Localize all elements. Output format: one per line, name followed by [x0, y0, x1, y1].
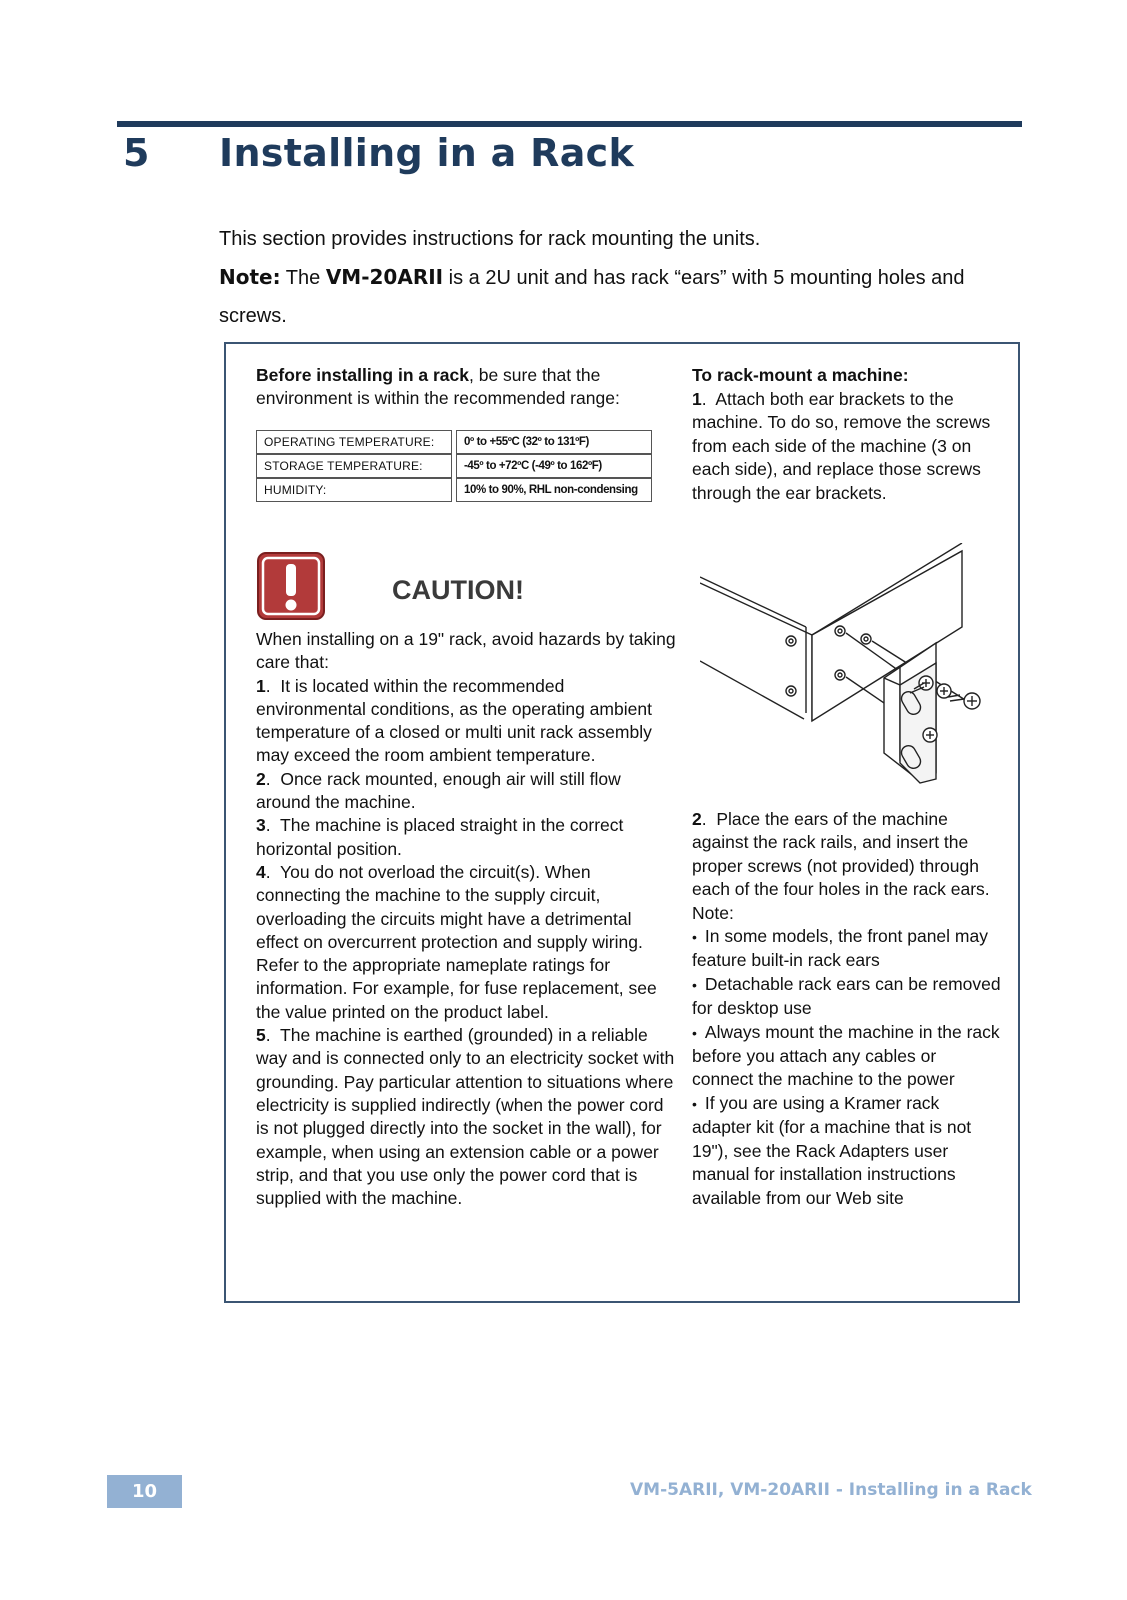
mount-instructions-continued [692, 808, 1002, 1210]
list-item: 5. The machine is earthed (grounded) in a reliable way and is connected only to an electricity socket with grounding. Pay particular attention to situations where electricity is supplied indirectly (when the power cord is not plugged directly into the socket in the wall), for example, when using an extension cable or a power strip, and that you use only the power cord that is supplied with the machine. [256, 1025, 675, 1209]
list-item: 3. The machine is placed straight in the correct horizontal position. [256, 815, 624, 859]
list-item: • Detachable rack ears can be removed for desktop use [692, 973, 1002, 1021]
section-title: Installing in a Rack [219, 131, 635, 175]
table-row [256, 454, 652, 478]
env-value: -45º to +72ºC (-49º to 162ºF) [456, 454, 652, 478]
intro-note [219, 258, 1009, 335]
env-value: 10% to 90%, RHL non-condensing [456, 478, 652, 502]
list-item: • In some models, the front panel may feature built-in rack ears [692, 925, 1002, 973]
list-item: • If you are using a Kramer rack adapter kit (for a machine that is not 19"), see the Rack Adapters user manual for installation instructions available from our Web site [692, 1092, 1002, 1210]
note-post: is a 2U unit and has rack “ears” with 5 mounting holes and screws. [219, 267, 965, 327]
before-install-text [256, 364, 676, 411]
section-number: 5 [123, 131, 150, 175]
item-text: You do not overload the circuit(s). When connecting the machine to the supply circuit, overloading the circuits might have a detrimental effect on overcurrent protection and supply wiring. Refer to the appropriate nameplate ratings for information. For example, for fuse replacement, see the value printed on the product label. [256, 861, 657, 1022]
list-item: 2. Place the ears of the machine against the rack rails, and insert the proper screws (not provided) through each of the four holes in the rack ears. [692, 809, 990, 900]
page-number: 10 [107, 1475, 182, 1508]
env-key: STORAGE TEMPERATURE: [256, 454, 452, 478]
model-name: VM-20ARII [325, 265, 444, 289]
section-rule [117, 121, 1022, 127]
item-number: 5 [256, 1025, 266, 1046]
env-key: OPERATING TEMPERATURE: [256, 430, 452, 454]
list-item: 2. Once rack mounted, enough air will still flow around the machine. [256, 768, 621, 813]
caution-title: CAUTION! [392, 575, 524, 605]
list-item: 4. You do not overload the circuit(s). When connecting the machine to the supply circuit, overloading the circuits might have a detrimental effect on overcurrent protection and supply wiring. Refer to the appropriate nameplate ratings for information. For example, for fuse replacement, see the value printed on the product label. [256, 861, 657, 1022]
item-text: Place the ears of the machine against the rack rails, and insert the proper screws (not provided) through each of the four holes in the rack ears. [692, 809, 990, 900]
caution-intro: When installing on a 19" rack, avoid hazards by taking care that: [256, 629, 676, 673]
exclamation-warning-icon [256, 551, 326, 621]
item-number: 2 [256, 768, 266, 789]
footer-title: VM-5ARII, VM-20ARII - Installing in a Rack [630, 1480, 1032, 1500]
item-number: 3 [256, 815, 266, 836]
item-text: It is located within the recommended environmental conditions, as the operating ambient temperature of a closed or multi unit rack assembly may exceed the room ambient temperature. [256, 675, 652, 766]
list-item: 1. It is located within the recommended environmental conditions, as the operating ambient temperature of a closed or multi unit rack assembly may exceed the room ambient temperature. [256, 675, 652, 766]
table-row [256, 430, 652, 454]
note-label: Note: [219, 265, 281, 289]
intro-text [219, 220, 1009, 335]
list-item: • Always mount the machine in the rack before you attach any cables or connect the machine to the power [692, 1021, 1002, 1092]
list-item: 1. Attach both ear brackets to the machine. To do so, remove the screws from each side of the machine (3 on each side), and replace those screws through the ear brackets. [692, 388, 991, 503]
caution-body [256, 628, 676, 1210]
item-text: Attach both ear brackets to the machine. To do so, remove the screws from each side of the machine (3 on each side), and replace those screws through the ear brackets. [692, 388, 991, 503]
note-label: Note: [692, 902, 734, 923]
item-number: 2 [692, 809, 702, 829]
env-value: 0º to +55ºC (32º to 131ºF) [456, 430, 652, 454]
item-number: 1 [692, 388, 702, 409]
environment-table [252, 430, 656, 502]
item-text: Once rack mounted, enough air will still flow around the machine. [256, 768, 621, 813]
item-text: The machine is placed straight in the correct horizontal position. [256, 815, 624, 859]
before-bold: Before installing in a rack [256, 365, 469, 385]
table-row [256, 478, 652, 502]
rack-ear-bracket-illustration [700, 543, 990, 799]
note-pre: The [280, 267, 326, 289]
item-text: The machine is earthed (grounded) in a reliable way and is connected only to an electricity socket with grounding. Pay particular attention to situations where electricity is supplied indirectly (when the power cord is not plugged directly into the socket in the wall), for example, when using an extension cable or a power strip, and that you use only the power cord that is supplied with the machine. [256, 1025, 675, 1209]
item-number: 1 [256, 675, 266, 696]
env-key: HUMIDITY: [256, 478, 452, 502]
mount-title: To rack-mount a machine: [692, 365, 909, 385]
intro-line: This section provides instructions for rack mounting the units. [219, 228, 761, 250]
item-number: 4 [256, 861, 266, 882]
before-rest: , be sure that the environment is within the recommended range: [256, 365, 620, 409]
mount-instructions [692, 364, 1002, 506]
